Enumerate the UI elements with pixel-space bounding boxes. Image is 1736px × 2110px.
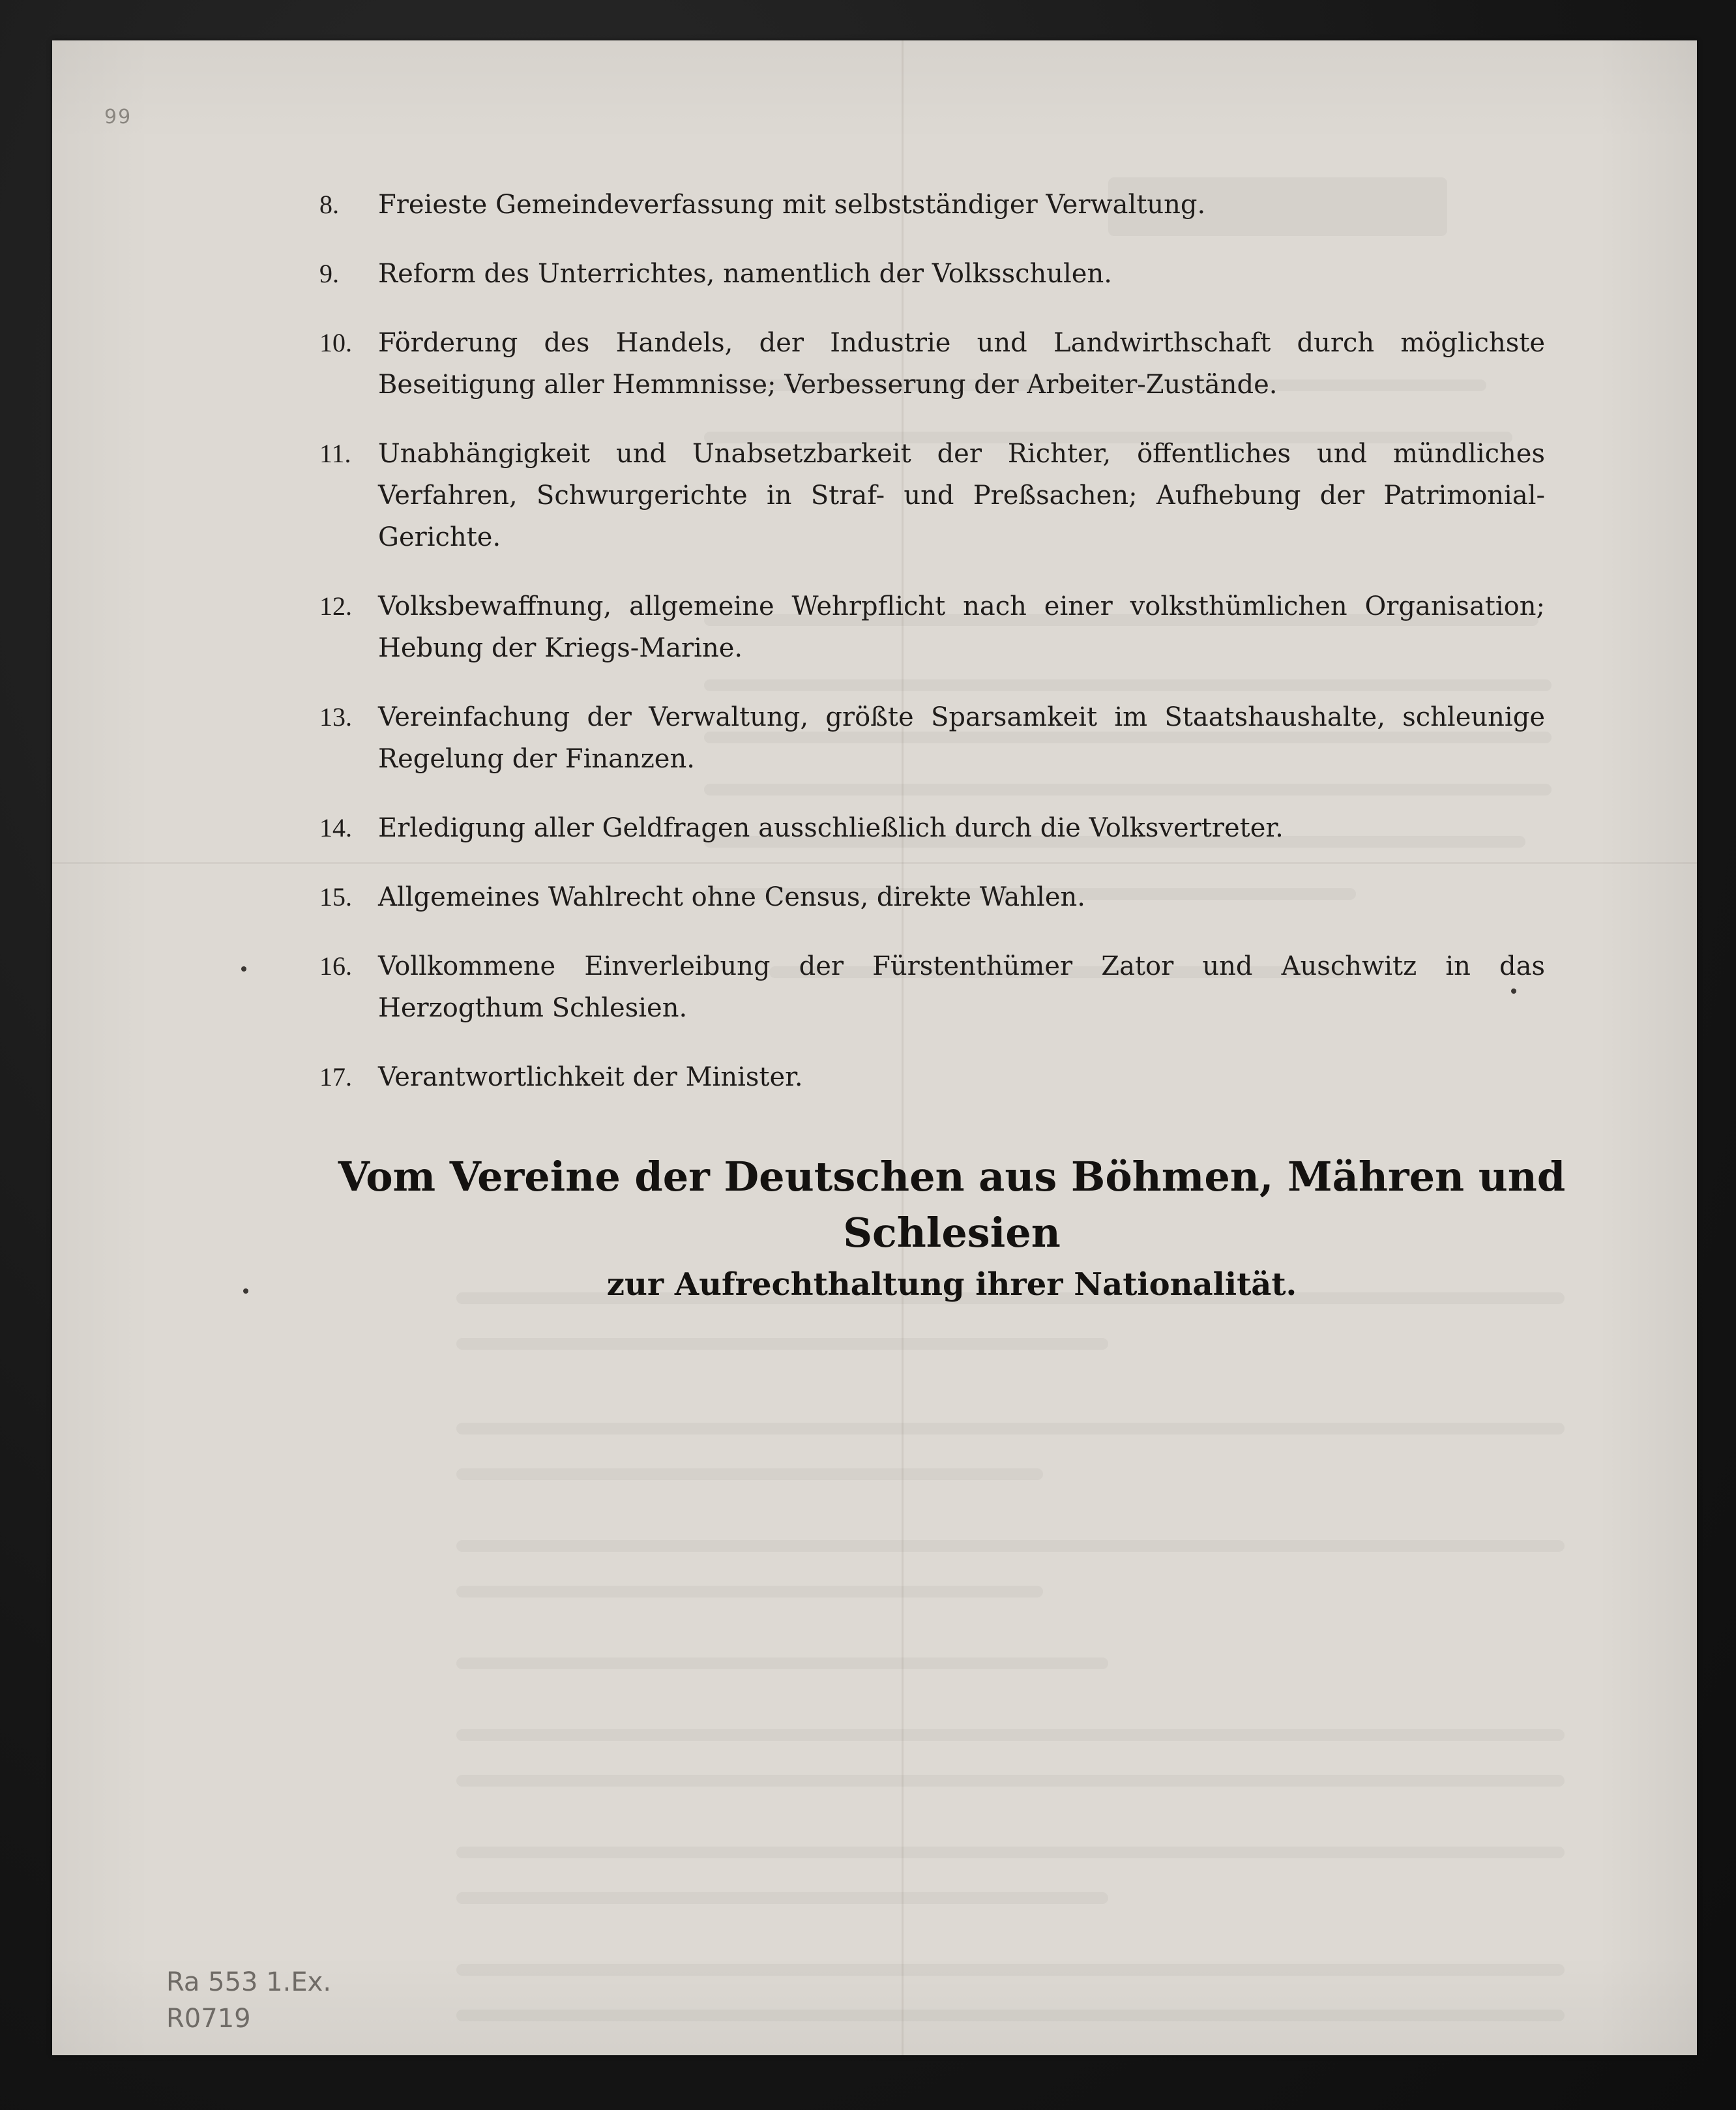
document-page	[52, 40, 1697, 2055]
item-text: Volksbewaffnung, allgemeine Wehrpflicht nach einer volksthümlichen Organisation; Hebung der Kriegs-Marine.	[378, 591, 1545, 663]
archive-pencil-mark-top: 99	[104, 106, 132, 128]
list-item	[319, 696, 1545, 780]
item-number: 12.	[319, 591, 352, 621]
item-number: 11.	[319, 439, 351, 468]
item-number: 13.	[319, 702, 352, 732]
item-number: 10.	[319, 328, 352, 357]
item-text: Förderung des Handels, der Industrie und Landwirthschaft durch möglichste Beseitigung aller Hemmnisse; Verbesserung der Arbeiter-Zustände.	[378, 328, 1545, 400]
archive-shelfmark: Ra 553 1.Ex.	[166, 1967, 332, 1997]
item-number: 15.	[319, 882, 352, 912]
issuer-line-2: zur Aufrechthaltung ihrer Nationalität.	[606, 1266, 1297, 1303]
list-item	[319, 253, 1545, 295]
item-number: 17.	[319, 1062, 352, 1092]
item-number: 8.	[319, 190, 339, 219]
item-number: 16.	[319, 951, 352, 981]
item-text: Reform des Unterrichtes, namentlich der Volksschulen.	[378, 259, 1112, 289]
ink-speck	[243, 1288, 248, 1294]
item-text: Freieste Gemeindeverfassung mit selbstständiger Verwaltung.	[378, 190, 1206, 220]
list-item	[319, 876, 1545, 918]
ink-speck	[1511, 988, 1516, 994]
item-text: Erledigung aller Geldfragen ausschließlich durch die Volksvertreter.	[378, 813, 1284, 843]
ink-speck	[241, 966, 246, 972]
list-item	[319, 945, 1545, 1029]
archive-pencil-mark-bottom	[166, 1964, 331, 2037]
item-text: Verantwortlichkeit der Minister.	[378, 1062, 803, 1092]
list-item	[319, 807, 1545, 849]
list-item	[319, 322, 1545, 406]
issuer-line-1: Vom Vereine der Deutschen aus Böhmen, Mähren und Schlesien	[338, 1153, 1566, 1256]
list-item	[319, 184, 1545, 226]
item-text: Vereinfachung der Verwaltung, größte Sparsamkeit im Staatshaushalte, schleunige Regelung der Finanzen.	[378, 702, 1545, 774]
list-item	[319, 586, 1545, 669]
archive-number: R0719	[166, 2004, 251, 2034]
item-text: Unabhängigkeit und Unabsetzbarkeit der Richter, öffentliches und mündliches Verfahren, Schwurgerichte in Straf- und Preßsachen; Aufhebung der Patrimonial-Gerichte.	[378, 439, 1545, 552]
demands-list	[319, 184, 1545, 1125]
item-text: Allgemeines Wahlrecht ohne Census, direkte Wahlen.	[378, 882, 1085, 912]
list-item	[319, 1056, 1545, 1098]
issuer-signature-block	[313, 1149, 1591, 1308]
item-number: 9.	[319, 259, 339, 288]
item-number: 14.	[319, 813, 352, 842]
item-text: Vollkommene Einverleibung der Fürstenthümer Zator und Auschwitz in das Herzogthum Schlesien.	[378, 951, 1545, 1023]
list-item	[319, 433, 1545, 558]
